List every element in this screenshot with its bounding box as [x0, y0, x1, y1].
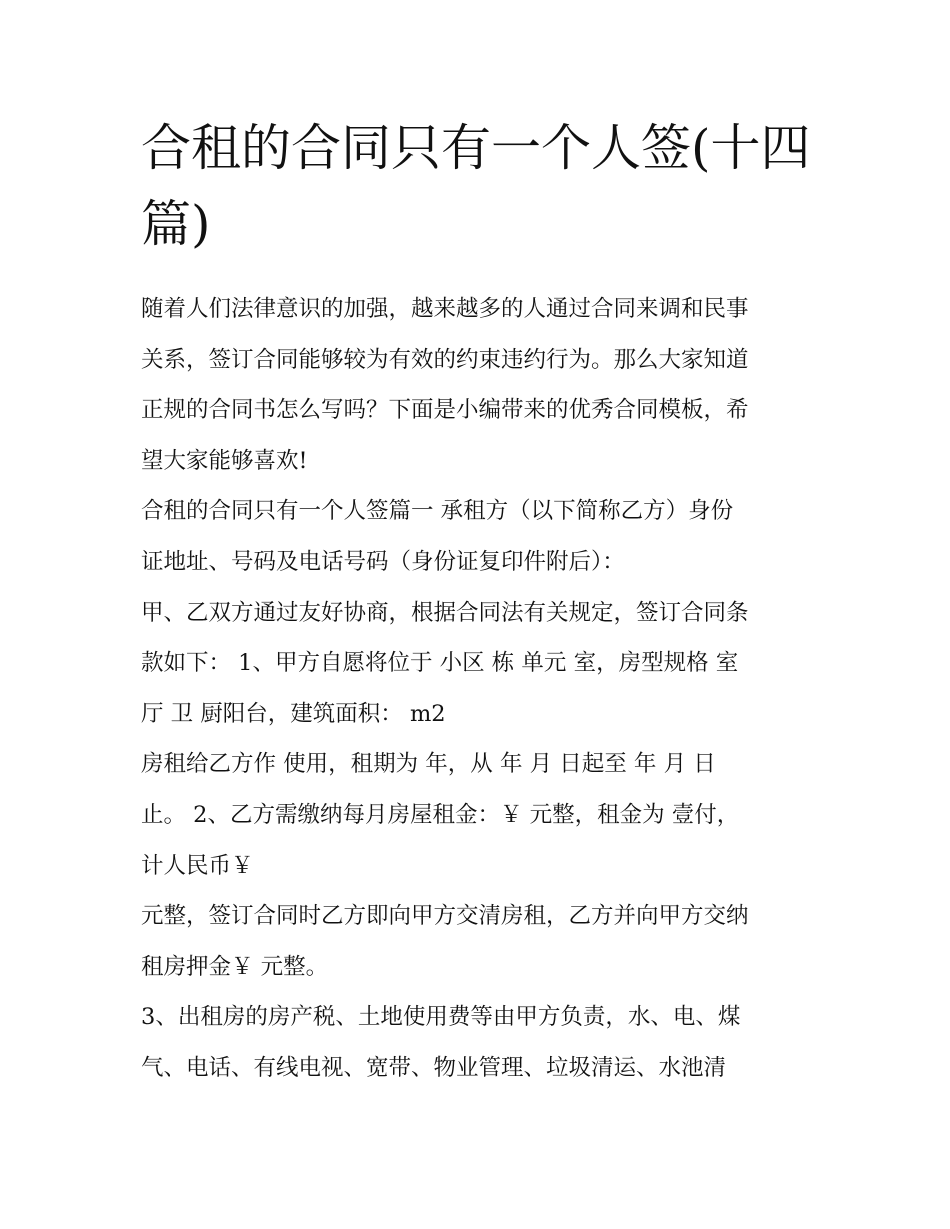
- body-line: 租房押金￥ 元整。: [141, 953, 329, 980]
- title-line: 篇): [141, 195, 211, 253]
- body-line: 合租的合同只有一个人签篇一 承租方（以下简称乙方）身份: [141, 498, 734, 525]
- body-line: 随着人们法律意识的加强，越来越多的人通过合同来调和民事: [141, 296, 749, 322]
- body-line: 款如下： 1、甲方自愿将位于 小区 栋 单元 室，房型规格 室: [141, 650, 739, 677]
- body-line: 元整，签订合同时乙方即向甲方交清房租，乙方并向甲方交纳: [141, 903, 749, 930]
- body-line: 甲、乙双方通过友好协商，根据合同法有关规定，签订合同条: [141, 599, 749, 626]
- document-body: [141, 284, 813, 1094]
- body-line: 气、电话、有线电视、宽带、物业管理、垃圾清运、水池清: [141, 1054, 727, 1081]
- document-content: [141, 110, 813, 1094]
- body-line: 正规的合同书怎么写吗？下面是小编带来的优秀合同模板，希: [141, 397, 749, 424]
- body-line: 计人民币￥: [141, 852, 254, 879]
- title-line: 合租的合同只有一个人签(十四: [141, 119, 811, 177]
- body-line: 3、出租房的房产税、土地使用费等由甲方负责，水、电、煤: [141, 1004, 741, 1031]
- body-line: 厅 卫 厨阳台，建筑面积： m2: [141, 700, 446, 727]
- document-title: [141, 110, 813, 262]
- body-line: 望大家能够喜欢!: [141, 447, 308, 474]
- body-line: 止。 2、乙方需缴纳每月房屋租金：￥ 元整，租金为 壹付，: [141, 801, 740, 828]
- body-line: 关系，签订合同能够较为有效的约束违约行为。那么大家知道: [141, 346, 749, 373]
- body-line: 证地址、号码及电话号码（身份证复印件附后）：: [141, 548, 625, 575]
- body-line: 房租给乙方作 使用，租期为 年，从 年 月 日起至 年 月 日: [141, 751, 716, 778]
